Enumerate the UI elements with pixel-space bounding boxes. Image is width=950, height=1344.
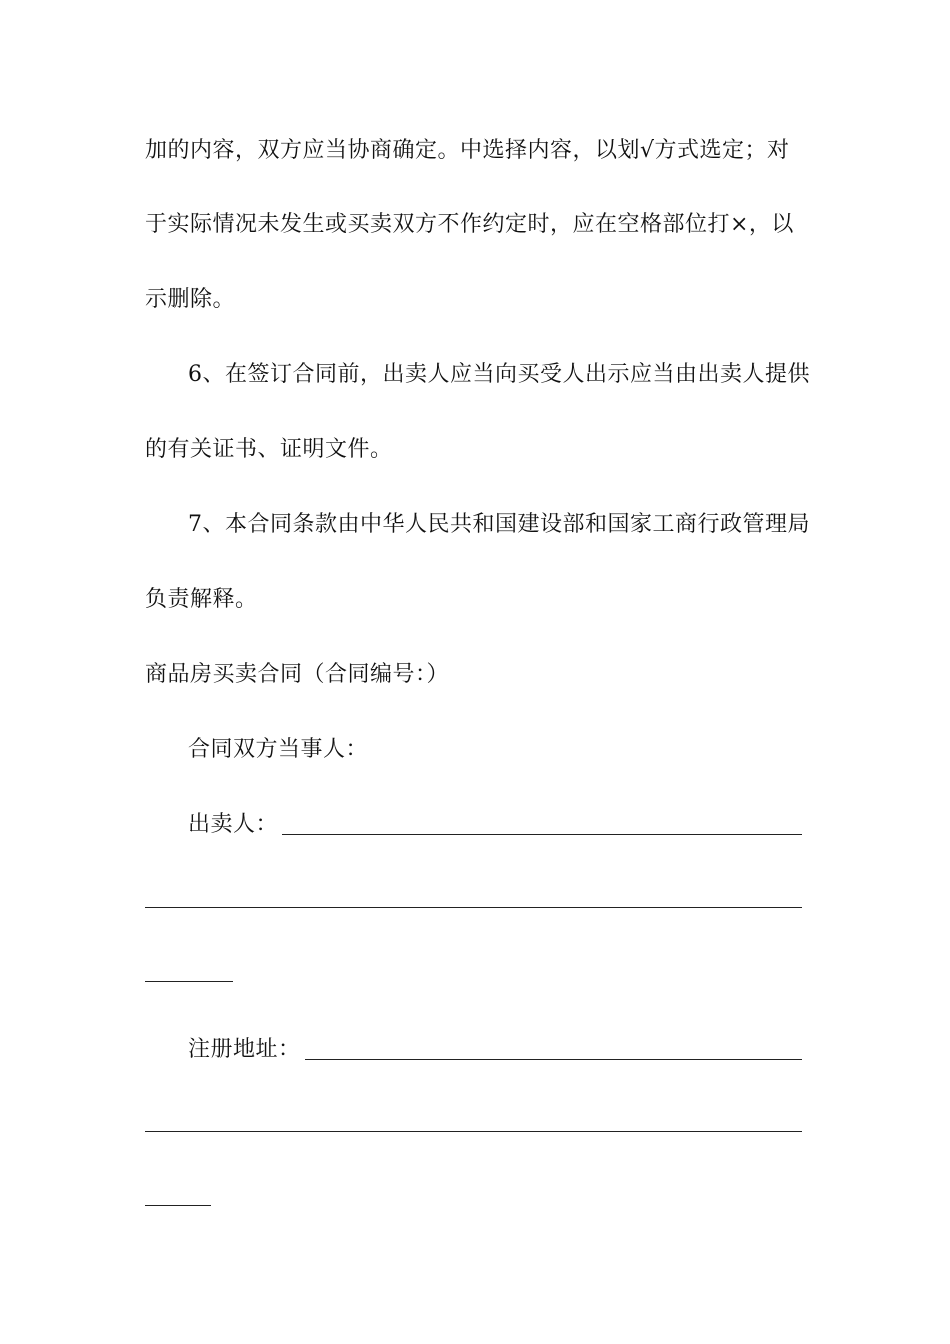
paragraph-line: 加的内容，双方应当协商确定。中选择内容，以划√方式选定；对 <box>145 138 790 163</box>
seller-blank-line-2[interactable] <box>145 907 802 908</box>
address-label: 注册地址： <box>188 1037 301 1062</box>
clause-6-line: 的有关证书、证明文件。 <box>145 437 393 462</box>
seller-field[interactable] <box>188 810 802 840</box>
paragraph-line: 于实际情况未发生或买卖双方不作约定时，应在空格部位打×，以 <box>145 212 794 237</box>
clause-6-line: 6、在签订合同前，出卖人应当向买受人出示应当由出卖人提供 <box>188 362 810 387</box>
clause-7-line: 负责解释。 <box>145 587 258 612</box>
seller-label: 出卖人： <box>188 812 279 837</box>
address-blank-line-2[interactable] <box>145 1131 802 1132</box>
address-blank-line[interactable] <box>305 1059 802 1060</box>
seller-blank-line-3[interactable] <box>145 981 233 982</box>
address-field[interactable] <box>188 1035 802 1065</box>
seller-blank-line[interactable] <box>282 834 802 835</box>
clause-7-line: 7、本合同条款由中华人民共和国建设部和国家工商行政管理局 <box>188 512 810 537</box>
parties-heading: 合同双方当事人： <box>188 737 369 762</box>
contract-title: 商品房买卖合同（合同编号：） <box>145 662 450 687</box>
address-blank-line-3[interactable] <box>145 1205 211 1206</box>
paragraph-line: 示删除。 <box>145 287 236 312</box>
